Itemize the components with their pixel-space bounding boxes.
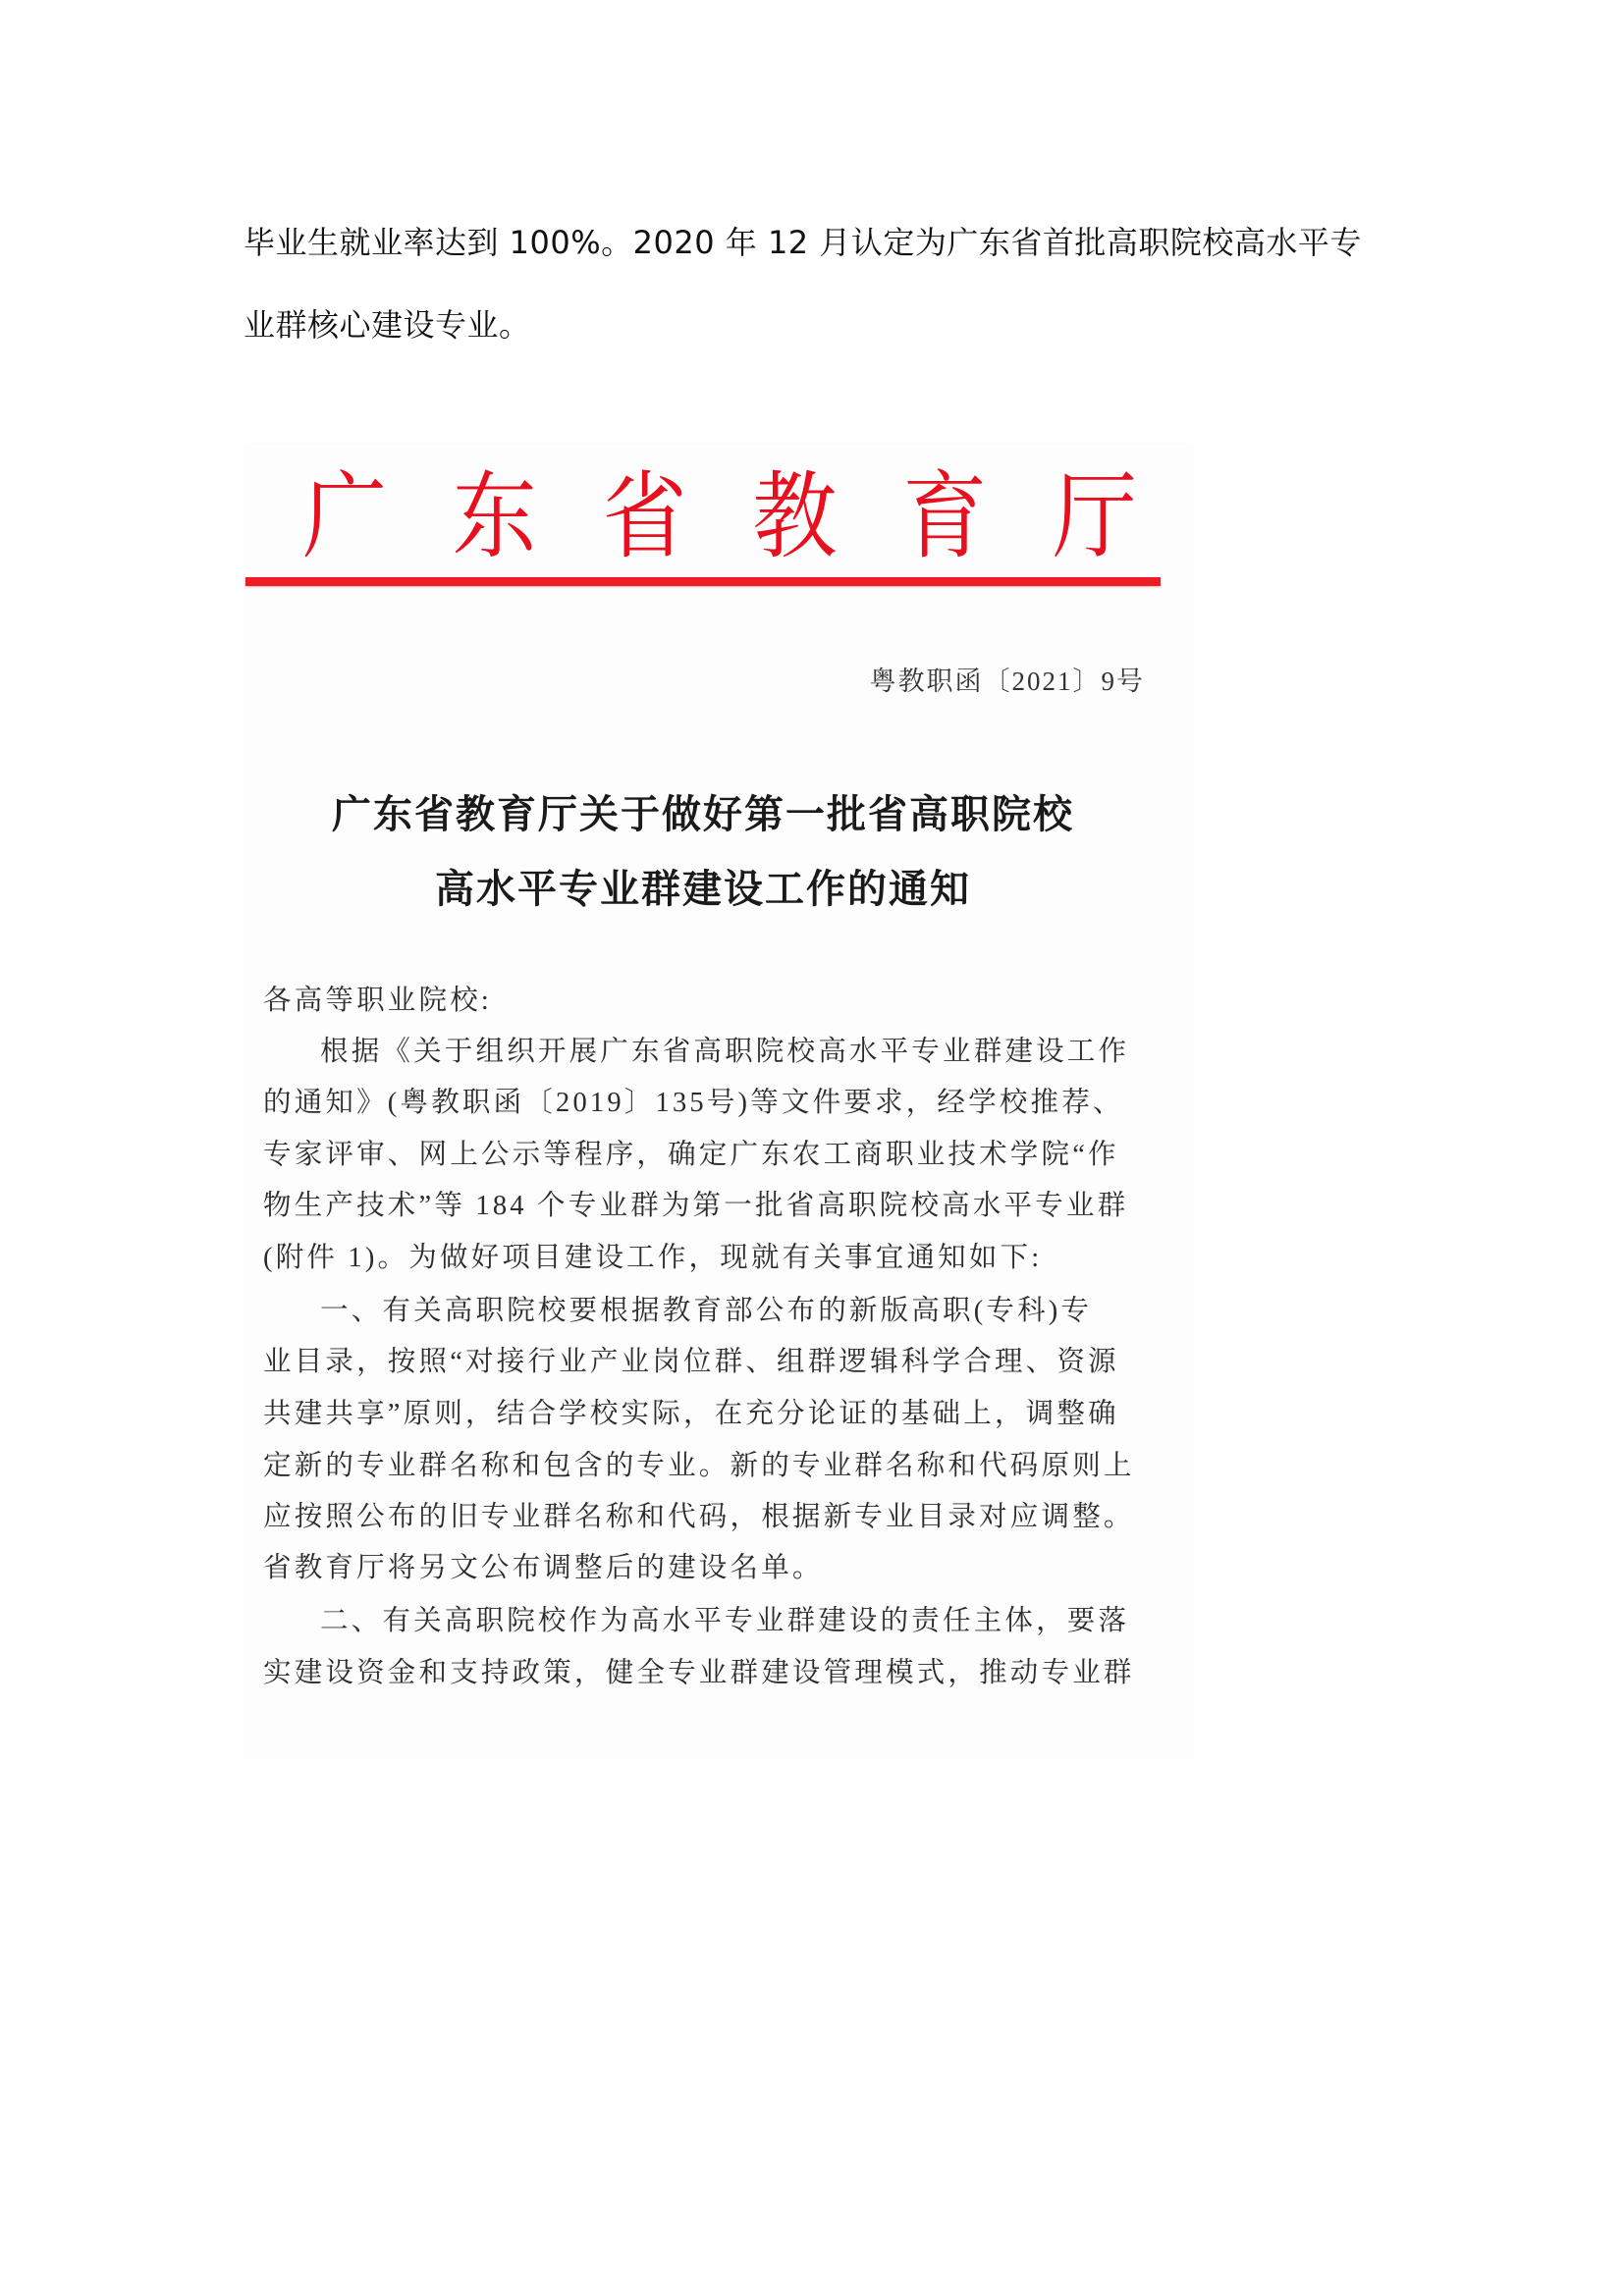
body-line: 应按照公布的旧专业群名称和代码，根据新专业目录对应调整。 xyxy=(263,1502,1135,1532)
body-line: 共建共享”原则，结合学校实际，在充分论证的基础上，调整确 xyxy=(263,1399,1119,1429)
notice-title-line-2: 高水平专业群建设工作的通知 xyxy=(435,867,971,911)
body-line: 业目录，按照“对接行业产业岗位群、组群逻辑科学合理、资源 xyxy=(263,1347,1119,1377)
letterhead-char: 广 xyxy=(302,464,387,570)
body-line: 一、有关高职院校要根据教育部公布的新版高职(专科)专 xyxy=(320,1296,1093,1326)
body-line: 物生产技术”等 184 个专业群为第一批省高职院校高水平专业群 xyxy=(263,1191,1129,1221)
body-line: 省教育厅将另文公布调整后的建设名单。 xyxy=(263,1553,824,1583)
body-line: 根据《关于组织开展广东省高职院校高水平专业群建设工作 xyxy=(320,1037,1130,1067)
letterhead-char: 厅 xyxy=(1052,464,1137,570)
body-line: (附件 1)。为做好项目建设工作，现就有关事宜通知如下: xyxy=(263,1243,1043,1273)
body-line: 二、有关高职院校作为高水平专业群建设的责任主体，要落 xyxy=(320,1606,1130,1636)
letterhead-title xyxy=(283,463,1166,571)
intro-line-1: 毕业生就业率达到 100%。2020 年 12 月认定为广东省首批高职院校高水平专 xyxy=(244,224,1362,261)
notice-title-line-1: 广东省教育厅关于做好第一批省高职院校 xyxy=(332,792,1074,836)
letterhead-char: 教 xyxy=(752,464,838,570)
scanned-notice-image xyxy=(244,442,1194,1759)
body-line: 实建设资金和支持政策，健全专业群建设管理模式，推动专业群 xyxy=(263,1658,1135,1688)
body-line: 专家评审、网上公示等程序，确定广东农工商职业技术学院“作 xyxy=(263,1140,1119,1170)
body-line: 定新的专业群名称和包含的专业。新的专业群名称和代码原则上 xyxy=(263,1451,1135,1481)
letterhead-char: 育 xyxy=(902,464,988,570)
letterhead-red-rule xyxy=(245,577,1161,586)
intro-line-2: 业群核心建设专业。 xyxy=(244,306,531,344)
salutation: 各高等职业院校: xyxy=(263,986,493,1016)
letterhead-char: 东 xyxy=(452,464,537,570)
body-line: 的通知》(粤教职函〔2019〕135号)等文件要求，经学校推荐、 xyxy=(263,1088,1124,1118)
document-number: 粤教职函〔2021〕9号 xyxy=(869,667,1145,696)
letterhead-char: 省 xyxy=(602,464,687,570)
